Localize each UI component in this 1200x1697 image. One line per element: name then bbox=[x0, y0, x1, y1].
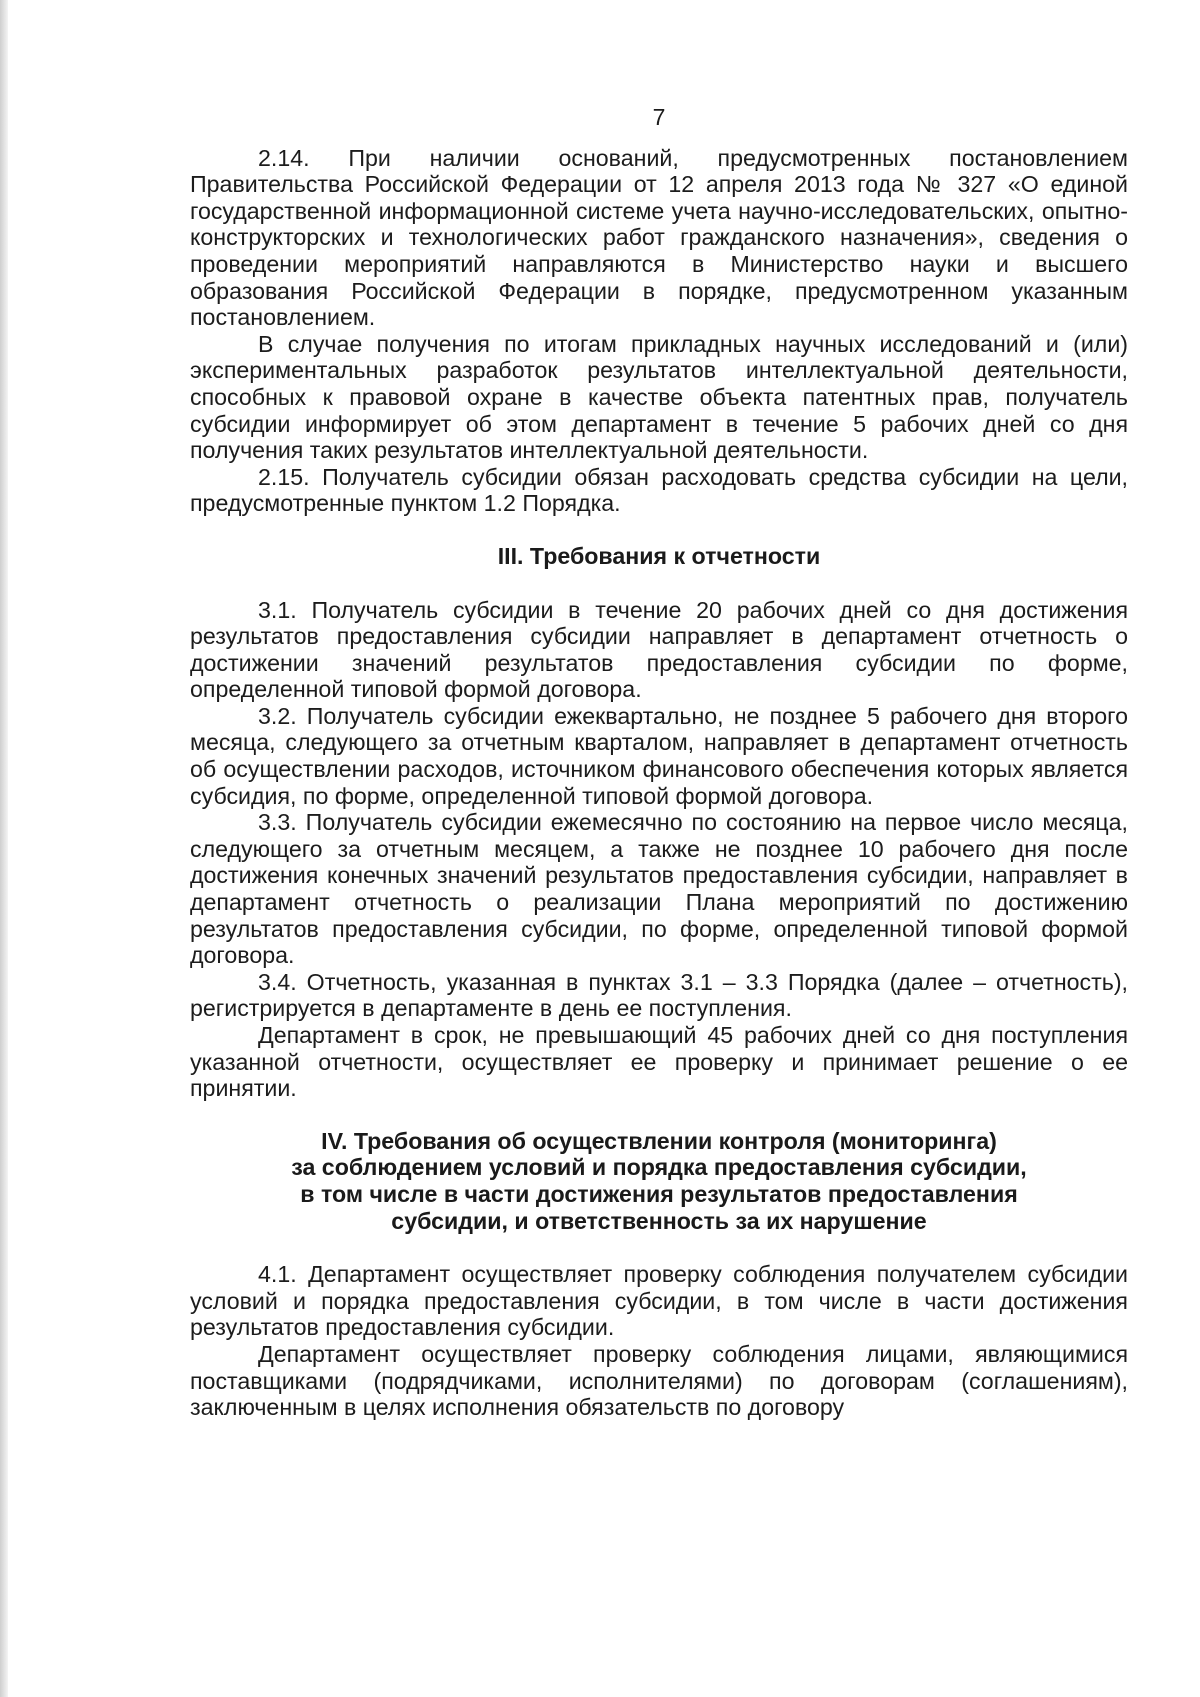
section-4-heading-line: IV. Требования об осуществлении контроля (мониторинга) bbox=[321, 1127, 997, 1154]
section-3-heading: III. Требования к отчетности bbox=[497, 542, 821, 569]
paragraph-4-1: 4.1. Департамент осуществляет проверку соблюдения получателем субсидии условий и порядка предоставления субсидии, в том числе в части достижения результатов предоставления субсидии. bbox=[190, 1261, 1128, 1341]
paragraph-3-3: 3.3. Получатель субсидии ежемесячно по состоянию на первое число месяца, следующего за отчетным месяцем, а также не позднее 10 рабочего дня после достижения конечных значений результатов предоставления субсидии, направляет в департамент отчетность о реализации Плана мероприятий по достижению результатов предоставления субсидии, по форме, определенной типовой формой договора. bbox=[190, 809, 1128, 969]
section-4-heading-line: в том числе в части достижения результатов предоставления bbox=[300, 1180, 1018, 1207]
page-content bbox=[190, 104, 1128, 1421]
paragraph-4-1-contractors: Департамент осуществляет проверку соблюдения лицами, являющимися поставщиками (подрядчиками, исполнителями) по договорам (соглашениям), заключенным в целях исполнения обязательств по договору bbox=[190, 1340, 1128, 1421]
section-4-heading-line: субсидии, и ответственность за их нарушение bbox=[391, 1207, 927, 1234]
paragraph-3-2: 3.2. Получатель субсидии ежеквартально, не позднее 5 рабочего дня второго месяца, следующего за отчетным кварталом, направляет в департамент отчетность об осуществлении расходов, источником финансового обеспечения которых является субсидия, по форме, определенной типовой формой договора. bbox=[190, 702, 1128, 809]
section-4-heading bbox=[190, 1128, 1128, 1234]
paragraph-3-4: 3.4. Отчетность, указанная в пунктах 3.1 – 3.3 Порядка (далее – отчетность), регистрируется в департаменте в день ее поступления. bbox=[190, 968, 1128, 1022]
paragraph-ip-results: В случае получения по итогам прикладных научных исследований и (или) экспериментальных разработок результатов интеллектуальной деятельности, способных к правовой охране в качестве объекта патентных прав, получатель субсидии информирует об этом департамент в течение 5 рабочих дней со дня получения таких результатов интеллектуальной деятельности. bbox=[190, 330, 1128, 464]
paragraph-3-1: 3.1. Получатель субсидии в течение 20 рабочих дней со дня достижения результатов предоставления субсидии направляет в департамент отчетность о достижении значений результатов предоставления субсидии по форме, определенной типовой формой договора. bbox=[190, 596, 1128, 703]
page-number: 7 bbox=[652, 104, 666, 130]
paragraph-2-15: 2.15. Получатель субсидии обязан расходовать средства субсидии на цели, предусмотренные пунктом 1.2 Порядка. bbox=[190, 463, 1128, 517]
paragraph-2-14: 2.14. При наличии оснований, предусмотренных постановлением Правительства Российской Федерации от 12 апреля 2013 года № 327 «О единой государственной информационной системе учета научно-исследовательских, опытно-конструкторских и технологических работ гражданского назначения», сведения о проведении мероприятий направляются в Министерство науки и высшего образования Российской Федерации в порядке, предусмотренном указанным постановлением. bbox=[190, 144, 1128, 331]
section-4-heading-line: за соблюдением условий и порядка предоставления субсидии, bbox=[291, 1154, 1027, 1181]
paragraph-3-4-review: Департамент в срок, не превышающий 45 рабочих дней со дня поступления указанной отчетности, осуществляет ее проверку и принимает решение о ее принятии. bbox=[190, 1022, 1128, 1102]
scan-edge-shadow bbox=[0, 0, 8, 1697]
